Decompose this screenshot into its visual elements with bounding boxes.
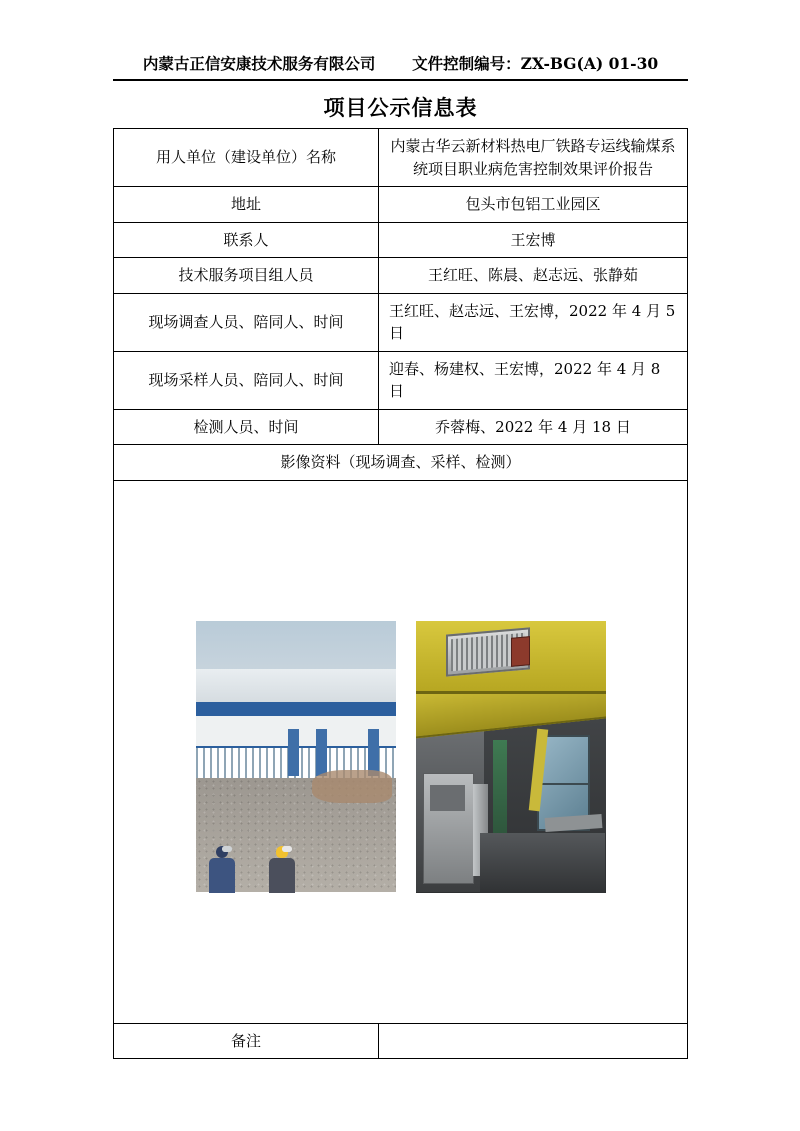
photo-roof-band — [196, 702, 396, 716]
remark-label: 备注 — [114, 1023, 379, 1059]
table-row — [114, 258, 688, 294]
photo-pillar — [316, 729, 327, 775]
remark-value — [379, 1023, 688, 1059]
header-doc-no: ZX-BG(A) 01-30 — [520, 54, 659, 73]
media-section-header: 影像资料（现场调查、采样、检测） — [114, 445, 688, 481]
photo-dirt-pile — [312, 770, 392, 803]
row-value-testing: 乔蓉梅、2022 年 4 月 18 日 — [379, 409, 688, 445]
page-title: 项目公示信息表 — [323, 95, 478, 120]
table-row — [114, 293, 688, 351]
table-row — [114, 409, 688, 445]
table-row — [114, 129, 688, 187]
row-label-testing: 检测人员、时间 — [114, 409, 379, 445]
row-value-employer: 内蒙古华云新材料热电厂铁路专运线输煤系统项目职业病危害控制效果评价报告 — [379, 129, 688, 187]
media-header-row — [114, 445, 688, 481]
worker-body — [269, 858, 295, 892]
remark-row — [114, 1023, 688, 1059]
table-row — [114, 351, 688, 409]
row-label-employer: 用人单位（建设单位）名称 — [114, 129, 379, 187]
row-label-team: 技术服务项目组人员 — [114, 258, 379, 294]
table-row — [114, 222, 688, 258]
media-body-row — [114, 480, 688, 1023]
photo-pillar — [288, 729, 299, 775]
header-company: 内蒙古正信安康技术服务有限公司 — [142, 54, 376, 73]
photo-floor — [480, 833, 605, 893]
page-header — [113, 52, 688, 74]
media-section-body — [114, 480, 688, 1023]
photo-machine — [423, 773, 474, 884]
row-value-address: 包头市包铝工业园区 — [379, 187, 688, 223]
photo-gallery — [122, 611, 679, 893]
project-info-table — [113, 128, 688, 1059]
row-value-team: 王红旺、陈晨、赵志远、张静茹 — [379, 258, 688, 294]
photo-duct-red-box — [511, 636, 530, 667]
header-doc-no-label: 文件控制编号： — [412, 54, 521, 73]
photo-site-survey — [196, 621, 396, 893]
table-row — [114, 187, 688, 223]
worker-body — [209, 858, 235, 892]
row-label-sampling: 现场采样人员、陪同人、时间 — [114, 351, 379, 409]
photo-sampling-equipment — [416, 621, 606, 893]
row-label-contact: 联系人 — [114, 222, 379, 258]
row-value-survey: 王红旺、赵志远、王宏博，2022 年 4 月 5 日 — [379, 293, 688, 351]
photo-pillar — [368, 729, 379, 775]
worker-shoe — [222, 846, 232, 852]
row-label-address: 地址 — [114, 187, 379, 223]
header-divider — [113, 79, 688, 81]
row-value-sampling: 迎春、杨建权、王宏博，2022 年 4 月 8 日 — [379, 351, 688, 409]
row-label-survey: 现场调查人员、陪同人、时间 — [114, 293, 379, 351]
worker-shoe — [282, 846, 292, 852]
row-value-contact: 王宏博 — [379, 222, 688, 258]
